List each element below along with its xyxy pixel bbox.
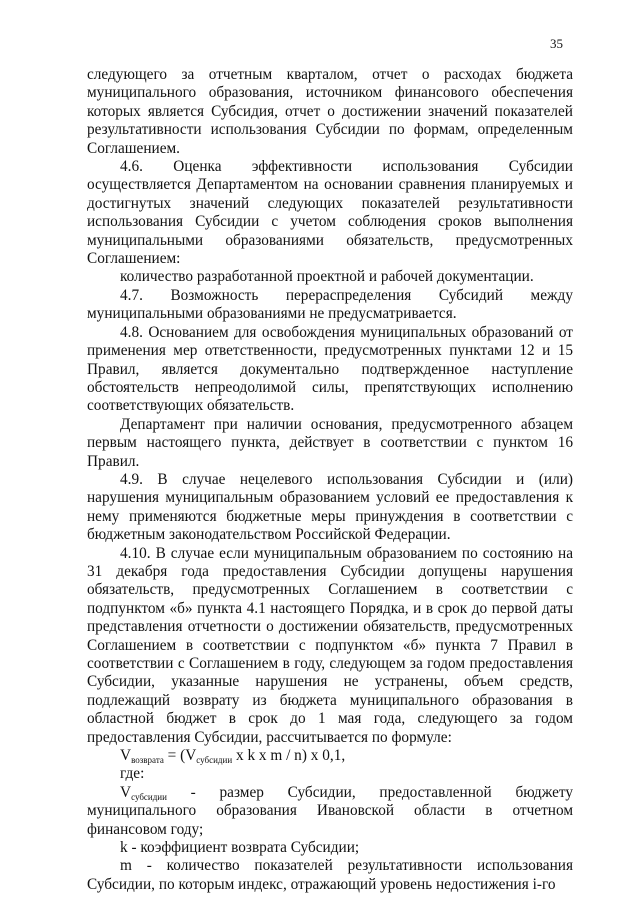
def-v-sub: субсидии bbox=[131, 791, 167, 802]
paragraph-4-9: 4.9. В случае нецелевого использования Субсидии и (или) нарушения муниципальным образованием условий ее предоставления к нему применяются бюджетные меры принуждения в соответствии с бюджетным законодательством Российской Федерации. bbox=[87, 470, 573, 544]
definition-k: k - коэффициент возврата Субсидии; bbox=[120, 839, 360, 857]
formula-sub-subsidy: субсидии bbox=[196, 755, 233, 766]
paragraph-4-7: 4.7. Возможность перераспределения Субсидий между муниципальными образованиями не предусматривается. bbox=[87, 286, 573, 323]
paragraph-4-6: 4.6. Оценка эффективности использования Субсидии осуществляется Департаментом на основании сравнения планируемых и достигнутых значений следующих показателей результативности использования Субсидии с учетом соблюдения сроков выполнения муниципальными образованиями обязательств, предусмотренных Соглашением: bbox=[87, 158, 573, 268]
formula-v: V bbox=[120, 747, 132, 765]
paragraph-department: Департамент при наличии основания, предусмотренного абзацем первым настоящего пункта, действует в соответствии с пунктом 16 Правил. bbox=[87, 415, 573, 470]
formula-sub-return: возврата bbox=[131, 755, 164, 766]
definition-m: m - количество показателей результативности использования Субсидии, по которым индекс, отражающий уровень недостижения i-го bbox=[87, 857, 573, 893]
formula-eq-open: = (V bbox=[163, 747, 197, 765]
where-label: где: bbox=[120, 765, 145, 783]
def-v-symbol: V bbox=[120, 783, 132, 801]
page-number: 35 bbox=[550, 36, 563, 51]
def-v-text: - размер Субсидии, предоставленной бюджету муниципального образования Ивановской области в отчетном финансовом году; bbox=[87, 783, 573, 838]
formula bbox=[87, 747, 573, 765]
paragraph-4-10: 4.10. В случае если муниципальным образованием по состоянию на 31 декабря года предоставления Субсидии допущены нарушения обязательств, предусмотренных Соглашением в соответствии с подпунктом «б» пункта 4.1 настоящего Порядка, и в срок до первой даты представления отчетности о достижении обязательств, предусмотренных Соглашением в соответствии с подпунктом «б» пункта 7 Правил в соответствии с Соглашением в году, следующем за годом предоставления Субсидии, указанные нарушения не устранены, объем средств, подлежащий возврату из бюджета муниципального образования в областной бюджет в срок до 1 мая года, следующего за годом предоставления Субсидии, рассчитывается по формуле: bbox=[87, 544, 573, 746]
paragraph-continuation: следующего за отчетным кварталом, отчет о расходах бюджета муниципального образования, источником финансового обеспечения которых является Субсидия, отчет о достижении значений показателей результативности использования Субсидии по формам, определенным Соглашением. bbox=[87, 66, 573, 157]
paragraph-indicator: количество разработанной проектной и рабочей документации. bbox=[120, 268, 534, 286]
document-body bbox=[87, 66, 573, 894]
paragraph-4-8: 4.8. Основанием для освобождения муниципальных образований от применения мер ответственности, предусмотренных пунктами 12 и 15 Правил, является документально подтвержденное наступление обстоятельств непреодолимой силы, препятствующих исполнению соответствующих обязательств. bbox=[87, 323, 573, 415]
formula-rest: x k x m / n) x 0,1, bbox=[232, 747, 346, 765]
definition-v-subsidy bbox=[87, 784, 573, 839]
